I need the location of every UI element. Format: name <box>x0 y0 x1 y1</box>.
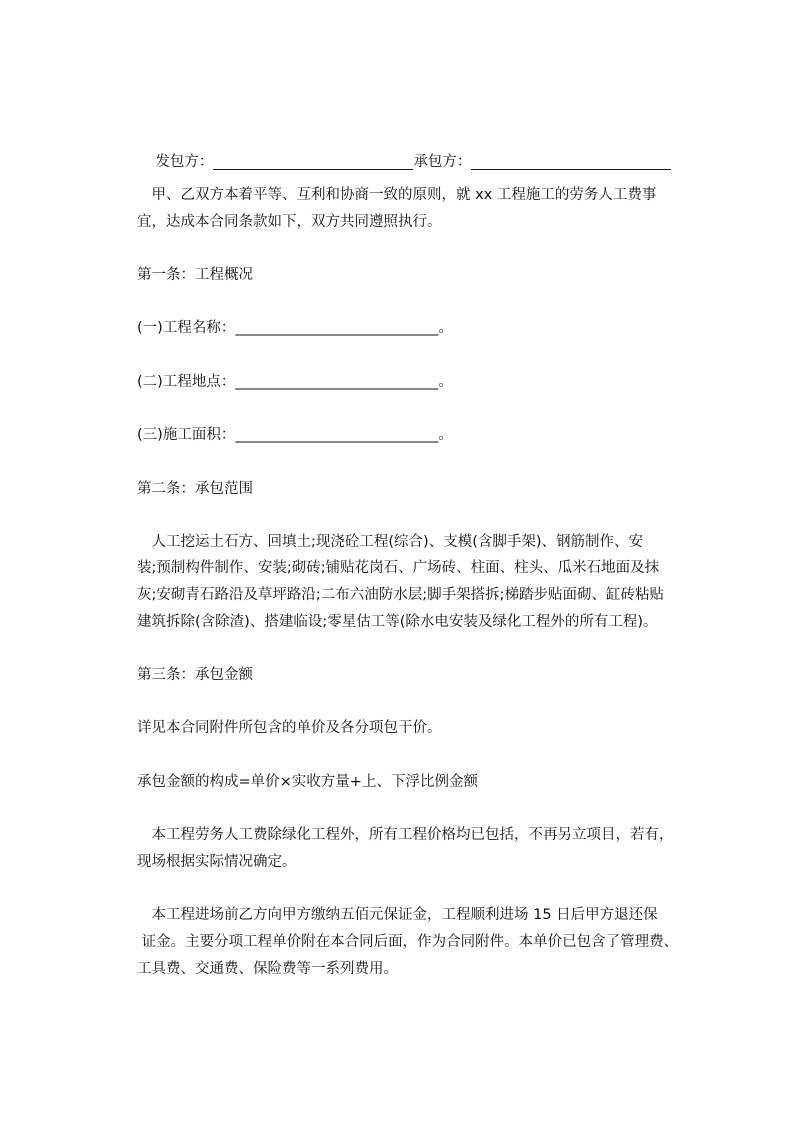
intro-line-2: 宜，达成本合同条款如下，双方共同遵照执行。 <box>137 214 442 230</box>
article-2-line-3: 灰;安砌青石路沿及草坪路沿;二布六油防水层;脚手架搭拆;梯踏步贴面砌、缸砖粘贴 <box>137 587 665 603</box>
article-2-line-2: 装;预制构件制作、安装;砌砖;铺贴花岗石、广场砖、柱面、柱头、瓜米石地面及抹 <box>137 560 660 576</box>
intro-line-1: 甲、乙双方本着平等、互利和协商一致的原则，就 xx 工程施工的劳务人工费事 <box>137 187 657 203</box>
contractor-label: 承包方： <box>413 154 472 170</box>
employer-field[interactable] <box>213 154 413 170</box>
parties-row <box>137 132 671 192</box>
article-1-item-2: (二)工程地点：____________________________。 <box>137 374 453 390</box>
article-3-para-3-line-2: 现场根据实际情况确定。 <box>137 854 297 870</box>
article-3-para-1: 详见本合同附件所包含的单价及各分项包干价。 <box>137 720 442 736</box>
article-3-para-4-line-2: 证金。主要分项工程单价附在本合同后面，作为合同附件。本单价已包含了管理费、 <box>137 934 679 950</box>
article-3-para-4-line-3: 工具费、交通费、保险费等一系列费用。 <box>137 961 398 977</box>
article-1-item-1: (一)工程名称：____________________________。 <box>137 320 453 336</box>
article-1-heading: 第一条：工程概况 <box>137 267 253 283</box>
employer-label: 发包方： <box>155 154 214 170</box>
article-2-line-4: 建筑拆除(含除渣)、搭建临设;零星估工等(除水电安装及绿化工程外的所有工程)。 <box>137 614 658 630</box>
contractor-field[interactable] <box>471 154 671 170</box>
article-3-para-3-line-1: 本工程劳务人工费除绿化工程外，所有工程价格均已包括，不再另立项目，若有， <box>137 827 674 843</box>
article-3-heading: 第三条：承包金额 <box>137 667 253 683</box>
article-1-item-3: (三)施工面积：____________________________。 <box>137 427 453 443</box>
article-3-para-4-line-1: 本工程进场前乙方向甲方缴纳五佰元保证金，工程顺利进场 15 日后甲方退还保 <box>137 907 658 923</box>
article-3-para-2: 承包金额的构成=单价×实收方量+上、下浮比例金额 <box>137 774 478 790</box>
article-2-line-1: 人工挖运土石方、回填土;现浇砼工程(综合)、支模(含脚手架)、钢筋制作、安 <box>137 534 644 550</box>
article-2-heading: 第二条：承包范围 <box>137 481 253 497</box>
